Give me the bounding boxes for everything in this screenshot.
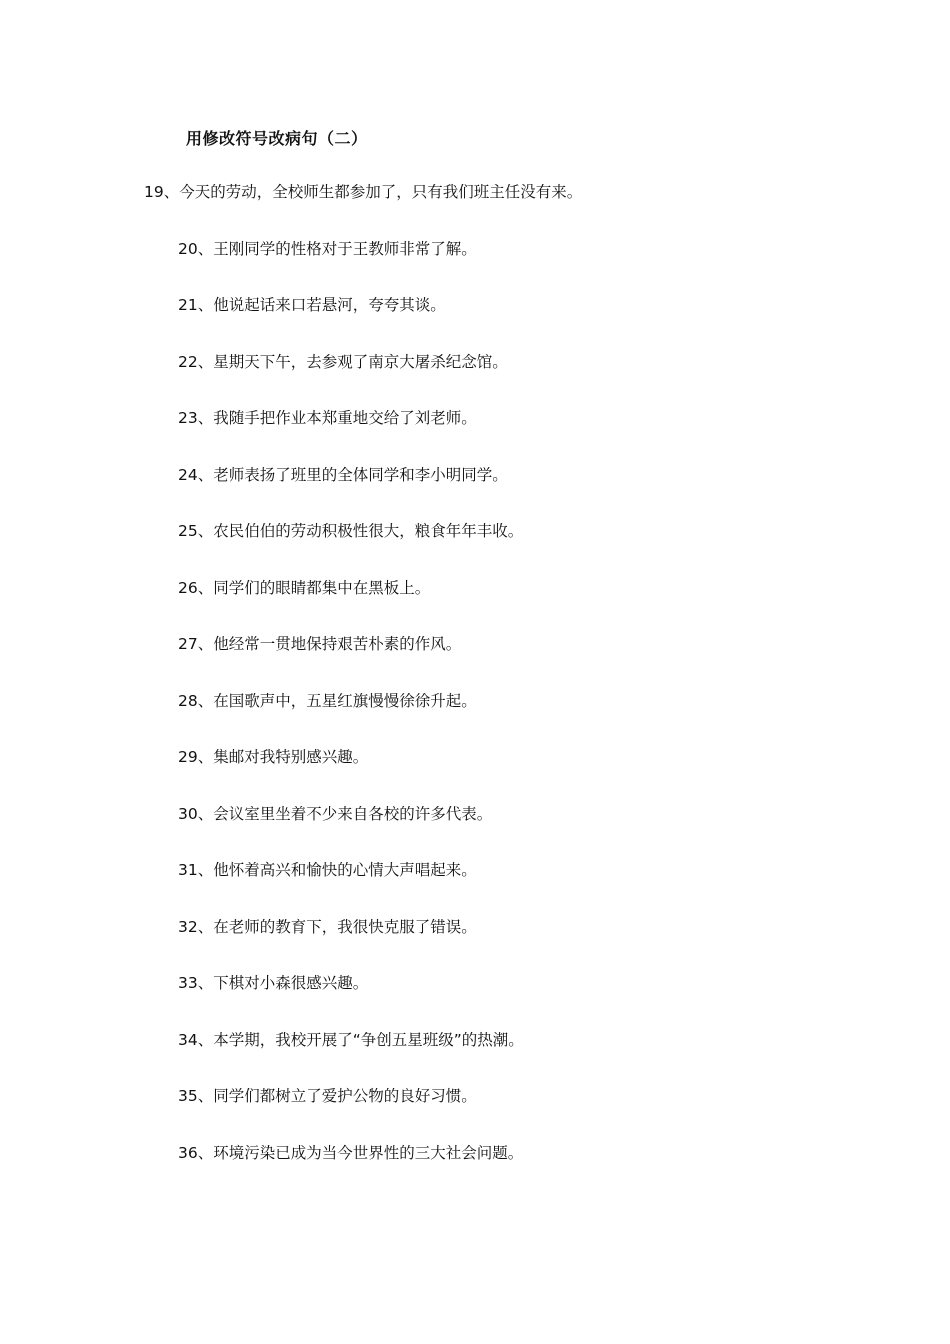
list-item: 30、会议室里坐着不少来自各校的许多代表。 <box>178 805 493 823</box>
list-item: 25、农民伯伯的劳动积极性很大，粮食年年丰收。 <box>178 522 524 540</box>
list-item: 33、下棋对小森很感兴趣。 <box>178 974 369 992</box>
list-item: 21、他说起话来口若悬河，夸夸其谈。 <box>178 296 446 314</box>
list-item: 32、在老师的教育下，我很快克服了错误。 <box>178 918 477 936</box>
list-item: 36、环境污染已成为当今世界性的三大社会问题。 <box>178 1144 524 1162</box>
list-item: 19、今天的劳动，全校师生都参加了，只有我们班主任没有来。 <box>144 183 583 201</box>
page-title: 用修改符号改病句（二） <box>186 129 368 148</box>
list-item: 27、他经常一贯地保持艰苦朴素的作风。 <box>178 635 462 653</box>
list-item: 23、我随手把作业本郑重地交给了刘老师。 <box>178 409 477 427</box>
list-item: 28、在国歌声中，五星红旗慢慢徐徐升起。 <box>178 692 477 710</box>
list-item: 26、同学们的眼睛都集中在黑板上。 <box>178 579 431 597</box>
list-item: 34、本学期，我校开展了“争创五星班级”的热潮。 <box>178 1031 524 1049</box>
list-item: 31、他怀着高兴和愉快的心情大声唱起来。 <box>178 861 477 879</box>
list-item: 22、星期天下午，去参观了南京大屠杀纪念馆。 <box>178 353 508 371</box>
list-item: 24、老师表扬了班里的全体同学和李小明同学。 <box>178 466 508 484</box>
list-item: 35、同学们都树立了爱护公物的良好习惯。 <box>178 1087 477 1105</box>
list-item: 20、王刚同学的性格对于王教师非常了解。 <box>178 240 477 258</box>
list-item: 29、集邮对我特别感兴趣。 <box>178 748 369 766</box>
